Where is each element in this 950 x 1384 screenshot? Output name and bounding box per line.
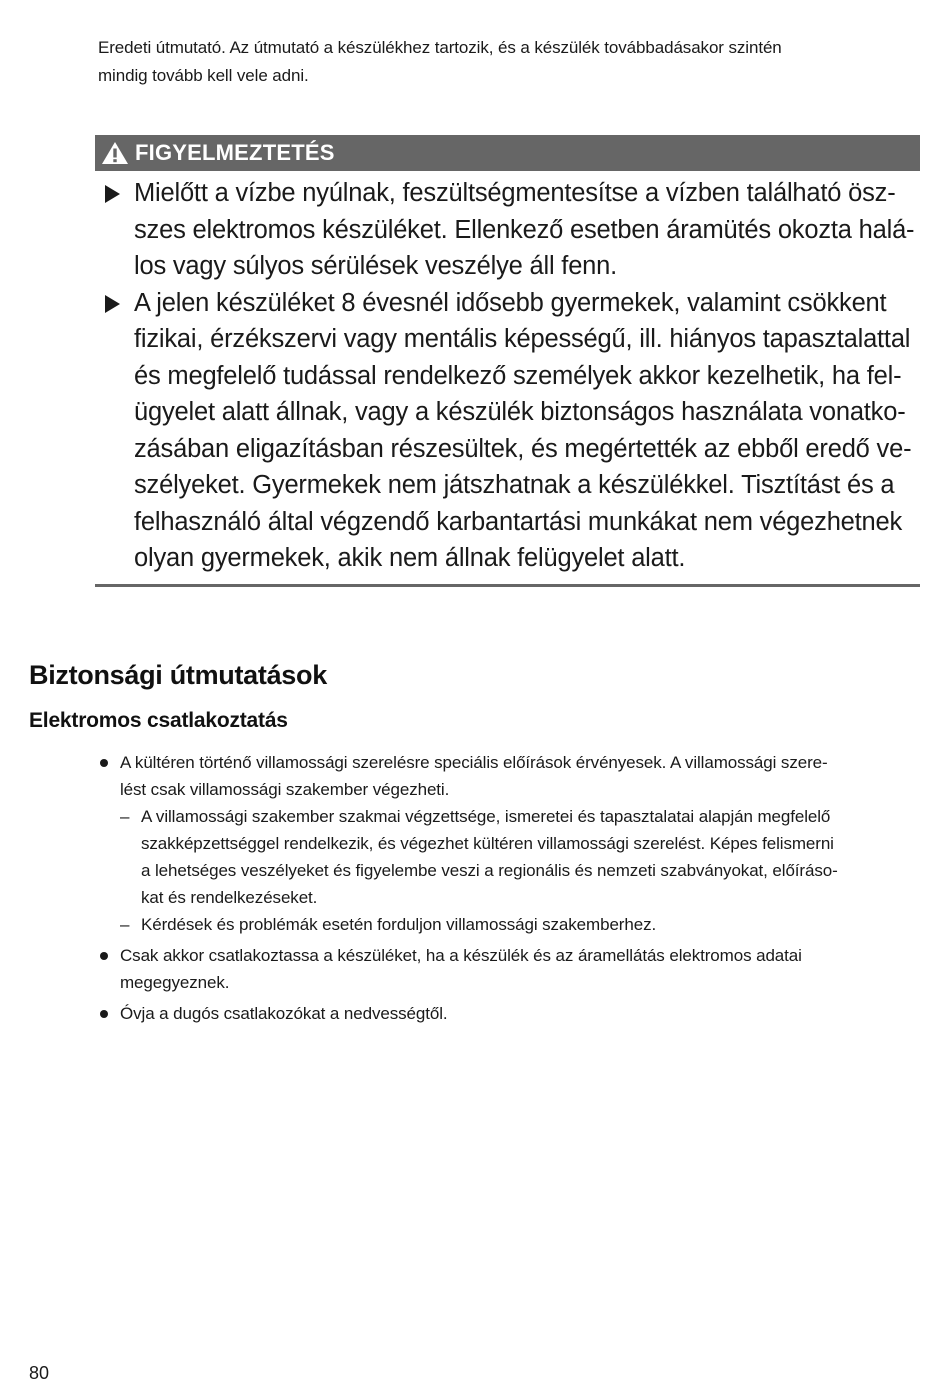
warning-item xyxy=(95,285,920,577)
intro-paragraph xyxy=(98,34,918,90)
dash-item xyxy=(120,803,928,911)
warning-box xyxy=(95,135,920,587)
bullet-line: A kültéren történő villamossági szerelésre speciális előírások érvényesek. A villamossági szere- xyxy=(120,753,828,772)
dash-line: kat és rendelkezéseket. xyxy=(141,888,318,907)
warning-line: szes elektromos készüléket. Ellenkező esetben áramütés okozta halá- xyxy=(134,215,915,244)
warning-line: és megfelelő tudással rendelkező személyek akkor kezelhetik, ha fel- xyxy=(134,361,902,390)
arrow-bullet-icon xyxy=(105,295,120,313)
bullet-line: Csak akkor csatlakoztassa a készüléket, ha a készülék és az áramellátás elektromos adatai xyxy=(120,946,802,965)
bullet-item xyxy=(98,942,928,996)
bullet-line: Óvja a dugós csatlakozókat a nedvességtől. xyxy=(120,1004,448,1023)
bullet-line: megegyeznek. xyxy=(120,973,230,992)
warning-item xyxy=(95,175,920,285)
warning-header xyxy=(95,135,920,171)
warning-list xyxy=(95,171,920,577)
dash-line: A villamossági szakember szakmai végzettsége, ismeretei és tapasztalatai alapján megfelelő xyxy=(141,807,831,826)
warning-line: szélyeket. Gyermekek nem játszhatnak a készülékkel. Tisztítást és a xyxy=(134,471,895,499)
warning-line: A jelen készüléket 8 évesnél idősebb gyermekek, valamint csökkent xyxy=(134,288,887,317)
section-title: Biztonsági útmutatások xyxy=(29,660,327,690)
intro-line: mindig tovább kell vele adni. xyxy=(98,66,309,85)
bullet-line: lést csak villamossági szakember végezheti. xyxy=(120,780,450,799)
bullet-item xyxy=(98,749,928,938)
arrow-bullet-icon xyxy=(105,185,120,203)
dash-sub-list xyxy=(120,803,928,938)
warning-title: FIGYELMEZTETÉS xyxy=(135,140,335,165)
warning-line: fizikai, érzékszervi vagy mentális képességű, ill. hiányos tapasztalattal xyxy=(134,325,911,353)
bullet-dot-icon xyxy=(100,759,108,767)
dash-line: a lehetséges veszélyeket és figyelembe veszi a regionális és nemzeti szabványokat, előíráso- xyxy=(141,861,838,880)
dash-item xyxy=(120,911,928,938)
warning-triangle-icon xyxy=(101,141,129,165)
warning-line: olyan gyermekek, akik nem állnak felügyelet alatt. xyxy=(134,544,686,572)
bullet-item xyxy=(98,1000,928,1027)
intro-line: Eredeti útmutató. Az útmutató a készülékhez tartozik, és a készülék továbbadásakor szintén xyxy=(98,38,782,57)
page-number: 80 xyxy=(29,1363,50,1383)
warning-line: zásában eligazításban részesültek, és megértették az ebből eredő ve- xyxy=(134,434,912,463)
warning-line: ügyelet alatt állnak, vagy a készülék biztonságos használata vonatko- xyxy=(134,398,906,426)
warning-bottom-rule xyxy=(95,584,920,587)
dash-line: Kérdések és problémák esetén forduljon villamossági szakemberhez. xyxy=(141,915,657,934)
bullet-dot-icon xyxy=(100,952,108,960)
bullet-dot-icon xyxy=(100,1010,108,1018)
dash-line: szakképzettséggel rendelkezik, és végezhet kültéren villamossági szerelést. Képes felismerni xyxy=(141,834,834,853)
dash-bullet-icon: – xyxy=(120,915,130,934)
warning-line: felhasználó által végzendő karbantartási munkákat nem végezhetnek xyxy=(134,507,903,536)
warning-line: Mielőtt a vízbe nyúlnak, feszültségmentesítse a vízben található ösz- xyxy=(134,179,896,207)
safety-bullet-list xyxy=(98,749,928,1031)
warning-line: los vagy súlyos sérülések veszélye áll fenn. xyxy=(134,252,618,280)
dash-bullet-icon: – xyxy=(120,807,130,826)
section-subtitle: Elektromos csatlakoztatás xyxy=(29,709,288,732)
